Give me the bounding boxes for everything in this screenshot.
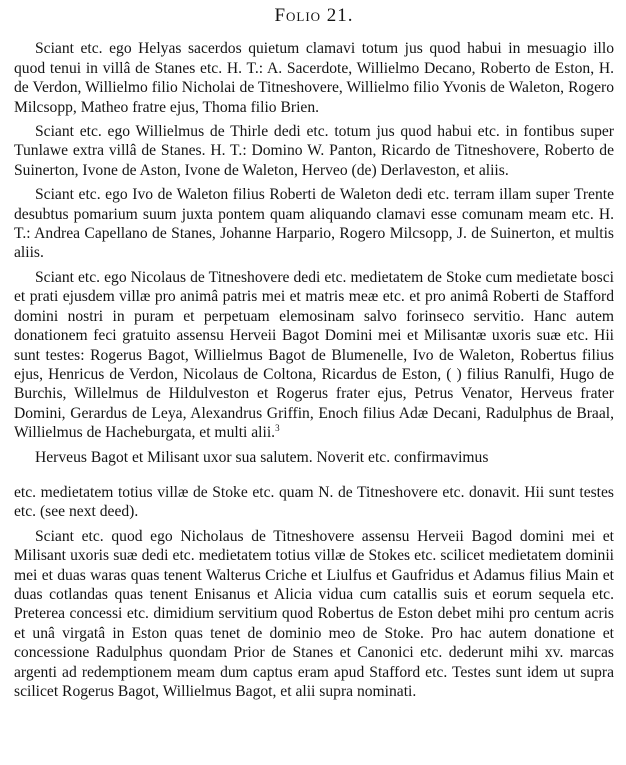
deed-paragraph-4-text: Sciant etc. ego Nicolaus de Titneshovere dedi etc. medietatem de Stoke cum medietate bosci et prati ejusdem villæ pro animâ patris mei et matris meæ etc. et pro animâ Roberti de Stafford domini nostri in puram et perpetuam elemosinam salvo forinseco servitio. Hanc autem donationem feci gratuito assensu Herveii Bagot Domini mei et Milisantæ uxoris suæ etc. Hii sunt testes: Rogerus Bagot, Willielmus Bagot de Blumenelle, Ivo de Waleton, Robertus filius ejus, Henricus de Verdon, Nicolaus de Coltona, Ricardus de Eston, ( ) filius Ranulfi, Hugo de Burchis, Willelmus de Hildulveston et Rogerus frater ejus, Petrus Venator, Herveus frater Domini, Gerardus de Leya, Alexandrus Griffin, Enoch filius Adæ Decani, Radulphus de Braal, Willielmus de Hacheburgata, et multi alii. [14, 268, 614, 442]
deed-paragraph-5: Herveus Bagot et Milisant uxor sua salutem. Noverit etc. confirmavimus [35, 448, 489, 466]
deed-paragraph-1: Sciant etc. ego Helyas sacerdos quietum clamavi totum jus quod habui in mesuagio illo quod tenui in villâ de Stanes etc. H. T.: A. Sacerdote, Willielmo Decano, Roberto de Eston, H. de Verdon, Willielmo filio Nicholai de Titneshovere, Willielmo filio Yvonis de Waleton, Rogero Milcsopp, Matheo fratre ejus, Thoma filio Brien. [14, 40, 614, 116]
deed-paragraph-4 [14, 268, 614, 443]
deed-paragraph-6: etc. medietatem totius villæ de Stoke etc. quam N. de Titneshovere etc. donavit. Hii sunt testes etc. (see next deed). [14, 483, 614, 521]
footnote-marker: 3 [275, 422, 280, 433]
folio-heading: Folio 21. [274, 5, 354, 26]
deed-paragraph-2: Sciant etc. ego Willielmus de Thirle dedi etc. totum jus quod habui etc. in fontibus super Tunlawe extra villâ de Stanes. H. T.: Domino W. Panton, Ricardo de Titneshovere, Roberto de Suinerton, Ivone de Aston, Ivone de Waleton, Herveo (de) Derlaveston, et aliis. [14, 123, 614, 179]
deed-paragraph-7: Sciant etc. quod ego Nicholaus de Titneshovere assensu Herveii Bagod domini mei et Milisant uxoris suæ dedi etc. medietatem totius villæ de Stokes etc. scilicet medietatem dominii mei et duas waras quas tenent Walterus Criche et Liulfus et Gaufridus et Adamus filius Main et duas cotlandas quas tenent Enisanus et Alicia vidua cum catallis suis et eorum sequela etc. Preterea concessi etc. dimidium servitium quod Robertus de Eston debet mihi pro centum acris et unâ virgatâ in Eston quas tenet de dominio meo de Stoke. Pro hac autem donatione et concessione Radulphus quondam Prior de Stanes et Canonici etc. dederunt mihi xv. marcas argenti ad redemptionem meam dum captus eram apud Stafford etc. Testes sunt idem ut supra scilicet Rogerus Bagot, Willielmus Bagot, et alii supra nominati. [14, 527, 614, 700]
deed-paragraph-3: Sciant etc. ego Ivo de Waleton filius Roberti de Waleton dedi etc. terram illam super Trente desubtus pomarium suum juxta pontem quam aliquando clamavi esse comunam meam etc. H. T.: Andrea Capellano de Stanes, Johanne Harpario, Rogero Milcsopp, J. de Suinerton, et multis aliis. [14, 186, 614, 262]
